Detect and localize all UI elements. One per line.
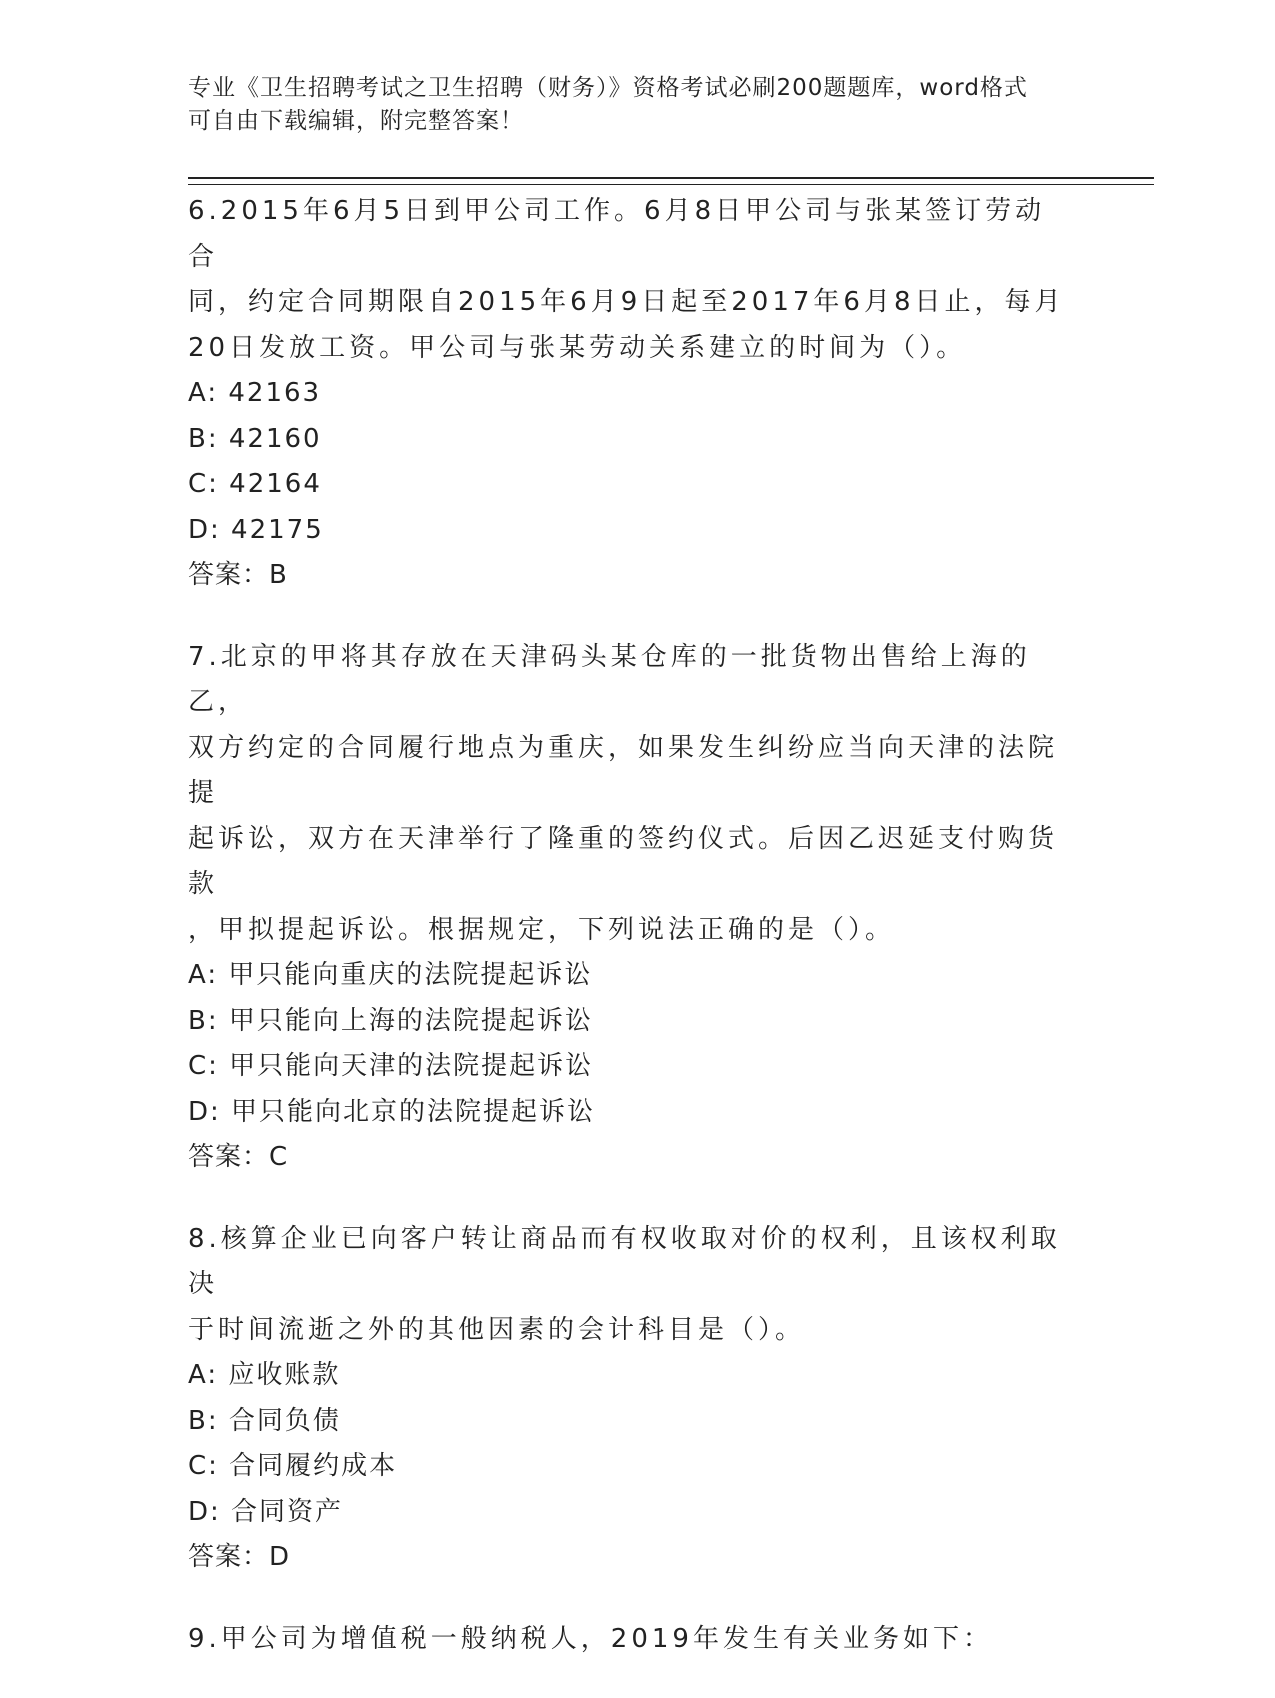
option-a: A: 应收账款 <box>188 1360 341 1390</box>
question-stem-line: 20日发放工资。甲公司与张某劳动关系建立的时间为（）。 <box>188 332 967 363</box>
question-stem-line: 6.2015年6月5日到甲公司工作。6月8日甲公司与张某签订劳动合 <box>188 196 1046 272</box>
question-6 <box>188 189 1068 599</box>
option-a: A: 甲只能向重庆的法院提起诉讼 <box>188 960 593 990</box>
document-header <box>188 72 1068 138</box>
answer-label: 答案：C <box>188 1142 289 1172</box>
option-d: D: 合同资产 <box>188 1496 344 1527</box>
question-stem-line: 双方约定的合同履行地点为重庆，如果发生纠纷应当向天津的法院提 <box>188 732 1059 808</box>
option-b: B: 合同负债 <box>188 1405 341 1436</box>
answer-label: 答案：B <box>188 560 288 590</box>
option-d: D: 甲只能向北京的法院提起诉讼 <box>188 1096 596 1127</box>
question-stem-line: 于时间流逝之外的其他因素的会计科目是（）。 <box>188 1314 806 1345</box>
question-stem-line: 9.甲公司为增值税一般纳税人，2019年发生有关业务如下： <box>188 1623 993 1654</box>
question-7 <box>188 635 1068 1181</box>
question-stem-line: ，甲拟提起诉讼。根据规定，下列说法正确的是（）。 <box>188 914 896 945</box>
question-list <box>188 189 1068 1698</box>
option-a: A: 42163 <box>188 378 322 408</box>
option-d: D: 42175 <box>188 514 324 545</box>
option-c: C: 甲只能向天津的法院提起诉讼 <box>188 1051 594 1081</box>
question-stem-line: 7.北京的甲将其存放在天津码头某仓库的一批货物出售给上海的乙， <box>188 641 1031 717</box>
option-b: B: 甲只能向上海的法院提起诉讼 <box>188 1005 593 1036</box>
header-line-1: 专业《卫生招聘考试之卫生招聘（财务）》资格考试必刷200题题库，word格式 <box>188 75 1028 101</box>
header-line-2: 可自由下载编辑，附完整答案！ <box>188 108 524 134</box>
header-divider-thin <box>188 184 1154 185</box>
option-c: C: 42164 <box>188 469 322 499</box>
question-stem-line: 同，约定合同期限自2015年6月9日起至2017年6月8日止，每月 <box>188 287 1065 317</box>
option-c: C: 合同履约成本 <box>188 1451 398 1481</box>
answer-label: 答案：D <box>188 1542 291 1572</box>
option-b: B: 42160 <box>188 423 322 454</box>
question-stem-line: 8.核算企业已向客户转让商品而有权收取对价的权利，且该权利取决 <box>188 1223 1061 1299</box>
question-8 <box>188 1217 1068 1581</box>
header-divider-thick <box>188 177 1154 179</box>
question-stem-line: 起诉讼，双方在天津举行了隆重的签约仪式。后因乙迟延支付购货款 <box>188 823 1059 899</box>
question-9 <box>188 1617 1068 1663</box>
